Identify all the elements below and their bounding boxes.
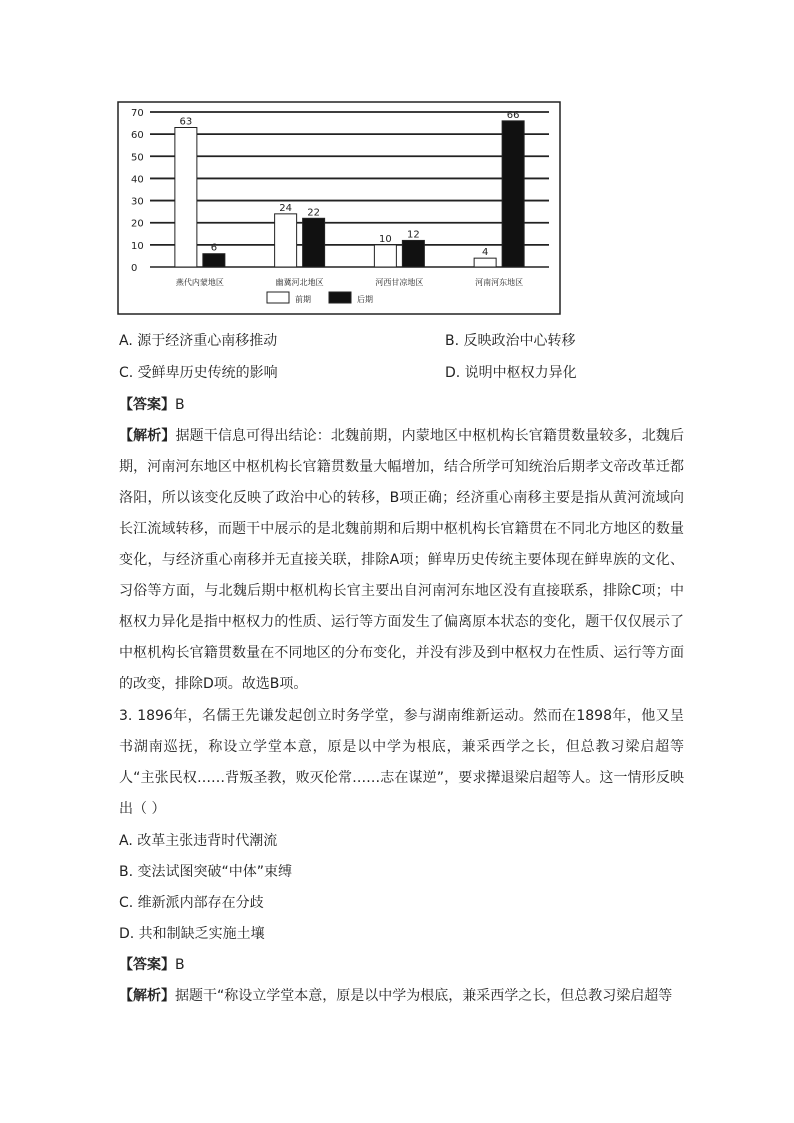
- answer-line: [119, 396, 185, 414]
- x-tick-label: 河西甘凉地区: [375, 278, 424, 287]
- question-3-option-d: D. 共和制缺乏实施土壤: [119, 926, 265, 942]
- option-d: D. 说明中枢权力异化: [445, 365, 577, 381]
- x-tick-label: 燕代内蒙地区: [175, 278, 224, 287]
- y-tick-label: 30: [131, 196, 144, 208]
- x-tick-label: 河南河东地区: [475, 278, 524, 287]
- answer-value: B: [175, 957, 185, 973]
- question-3-option-a: A. 改革主张违背时代潮流: [119, 833, 278, 849]
- y-tick-label: 60: [131, 130, 144, 142]
- data-label: 4: [481, 247, 489, 259]
- y-tick-label: 0: [131, 263, 138, 274]
- question-3-option-b: B. 变法试图突破“中体”束缚: [119, 864, 293, 880]
- analysis-text: 据题干信息可得出结论：北魏前期，内蒙地区中枢机构长官籍贯数量较多，北魏后期，河南河东地区中枢机构长官籍贯数量大幅增加，结合所学可知统治后期孝文帝改革迁都洛阳，所以该变化反映了政治中心的转移，B项正确；经济重心南移主要是指从黄河流域向长江流域转移，而题干中展示的是北魏前期和后期中枢机构长官籍贯在不同北方地区的数量变化，与经济重心南移并无直接关联，排除A项；鲜卑历史传统主要体现在鲜卑族的文化、习俗等方面，与北魏后期中枢机构长官主要出自河南河东地区没有直接联系，排除C项；中枢权力异化是指中枢权力的性质、运行等方面发生了偏离原本状态的变化，题干仅仅展示了中枢机构长官籍贯数量在不同地区的分布变化，并没有涉及到中枢权力在性质、运行等方面的改变，排除D项。故选B项。: [119, 428, 685, 692]
- option-a: A. 源于经济重心南移推动: [119, 333, 278, 349]
- question-3-option-c: C. 维新派内部存在分歧: [119, 895, 264, 911]
- x-tick-label: 幽冀河北地区: [275, 278, 324, 287]
- analysis-text: 据题干“称设立学堂本意，原是以中学为根底，兼采西学之长，但总教习梁启超等: [175, 988, 673, 1004]
- data-label: 12: [407, 229, 420, 241]
- bar: [402, 240, 424, 267]
- answer-line-3: [119, 956, 185, 974]
- bar: [175, 128, 197, 268]
- bar-chart: [117, 101, 561, 315]
- question-3-stem: 3. 1896年，名儒王先谦发起创立时务学堂，参与湖南维新运动。然而在1898年，他又呈书湖南巡抚，称设立学堂本意，原是以中学为根底，兼采西学之长，但总教习梁启超等人“主张民权……背叛圣教，败灭伦常……志在谋逆”，要求撵退梁启超等人。这一情形反映出（ ）: [119, 708, 684, 817]
- data-label: 22: [307, 207, 320, 219]
- answer-label: 【答案】: [119, 397, 175, 413]
- data-label: 24: [279, 202, 292, 214]
- y-tick-label: 50: [131, 152, 144, 164]
- legend-swatch: [267, 292, 289, 303]
- y-tick-label: 70: [131, 108, 144, 119]
- option-b: B. 反映政治中心转移: [445, 333, 576, 349]
- analysis-label: 【解析】: [119, 988, 175, 1004]
- bar: [374, 245, 396, 267]
- bar: [474, 258, 496, 267]
- legend-swatch: [329, 292, 351, 303]
- answer-label: 【答案】: [119, 957, 175, 973]
- option-c: C. 受鲜卑历史传统的影响: [119, 365, 278, 381]
- data-label: 66: [506, 109, 520, 121]
- bar: [502, 121, 524, 267]
- data-label: 10: [379, 233, 392, 245]
- bar-chart-svg: [117, 101, 561, 315]
- legend-label: 后期: [357, 295, 373, 304]
- data-label: 6: [210, 242, 218, 254]
- answer-value: B: [175, 397, 185, 413]
- y-tick-label: 20: [131, 218, 144, 230]
- bar: [203, 254, 225, 267]
- bar: [303, 218, 325, 267]
- y-tick-label: 40: [131, 174, 144, 186]
- y-tick-label: 10: [131, 240, 144, 252]
- analysis-paragraph: [119, 421, 684, 700]
- bar: [275, 214, 297, 267]
- data-label: 63: [179, 116, 193, 128]
- legend-label: 前期: [295, 295, 311, 304]
- analysis-line-3: [119, 987, 672, 1005]
- analysis-label: 【解析】: [119, 428, 176, 444]
